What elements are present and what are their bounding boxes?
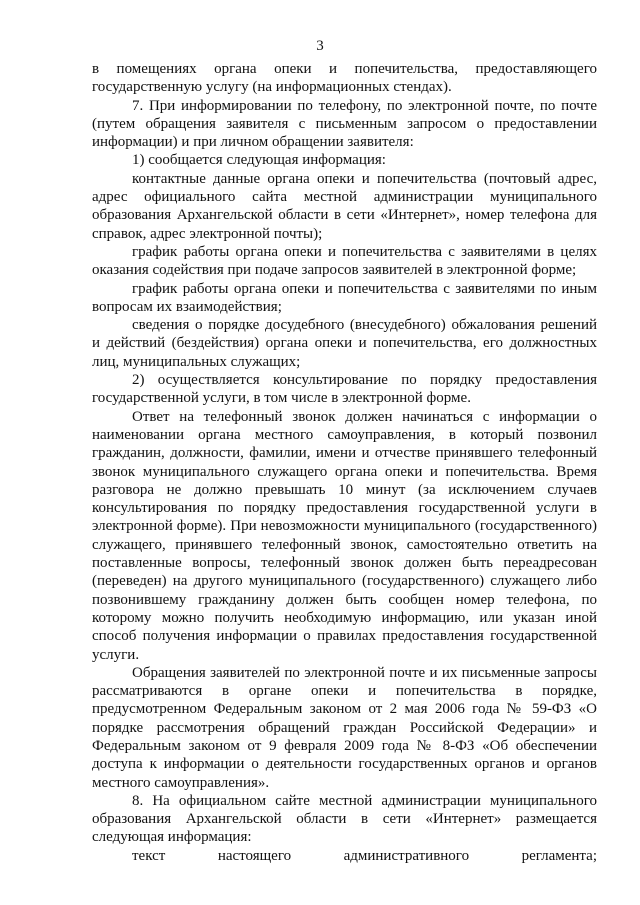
paragraph-contact-data: контактные данные органа опеки и попечительства (почтовый адрес, адрес официального сайта местной администрации муниципального образования Архангельской области в сети «Интернет», номер телефона для справок, адрес электронной почты);: [92, 170, 597, 242]
paragraph-subitem-1: 1) сообщается следующая информация:: [132, 152, 386, 169]
paragraph-email-requests: Обращения заявителей по электронной почте и их письменные запросы рассматриваются в органе опеки и попечительства в порядке, предусмотренном Федеральным законом от 2 мая 2006 года № 59-ФЗ «О порядке рассмотрения обращений граждан Российской Федерации» и Федеральным законом от 9 февраля 2009 года № 8-ФЗ «Об обеспечении доступа к информации о деятельности государственных органов и органов местного самоуправления».: [92, 664, 597, 791]
paragraph-schedule-other: график работы органа опеки и попечительства с заявителями по иным вопросам их взаимодействия;: [92, 280, 597, 315]
paragraph-appeal-procedure: сведения о порядке досудебного (внесудебного) обжалования решений и действий (бездействия) органа опеки и попечительства, его должностных лиц, муниципальных служащих;: [92, 317, 597, 370]
paragraph-item-8: 8. На официальном сайте местной администрации муниципального образования Архангельской области в сети «Интернет» размещается следующая информация:: [92, 792, 597, 846]
paragraph-schedule-electronic: график работы органа опеки и попечительства с заявителями в целях оказания содействия при подаче запросов заявителей в электронной форме;: [92, 243, 597, 279]
paragraph-item-7: 7. При информировании по телефону, по электронной почте, по почте (путем обращения заявителя с письменным запросом о предоставлении информации) и при личном обращении заявителя:: [92, 97, 597, 151]
paragraph-continuation: в помещениях органа опеки и попечительства, предоставляющего государственную услугу (на информационных стендах).: [92, 61, 597, 96]
document-body: [92, 60, 597, 865]
paragraph-subitem-2: 2) осуществляется консультирование по порядку предоставления государственной услуги, в том числе в электронной форме.: [92, 372, 597, 407]
page-number: 3: [316, 38, 324, 54]
paragraph-regulation-text: текст настоящего административного регламента;: [132, 847, 597, 864]
paragraph-phone-answer: Ответ на телефонный звонок должен начинаться с информации о наименовании органа местного самоуправления, в который позвонил гражданин, должности, фамилии, имени и отчестве принявшего телефонный звонок муниципального служащего органа опеки и попечительства. Время разговора не должно превышать 10 минут (за исключением случаев консультирования по порядку предоставления государственной услуги в электронной форме). При невозможности муниципального (государственного) служащего, принявшего телефонный звонок, самостоятельно ответить на поставленные вопросы, телефонный звонок должен быть переадресован (переведен) на другого муниципального (государственного) служащего либо позвонившему гражданину должен быть сообщен номер телефона, по которому можно получить необходимую информацию, или указан иной способ получения информации о правилах предоставления государственной услуги.: [92, 408, 597, 663]
